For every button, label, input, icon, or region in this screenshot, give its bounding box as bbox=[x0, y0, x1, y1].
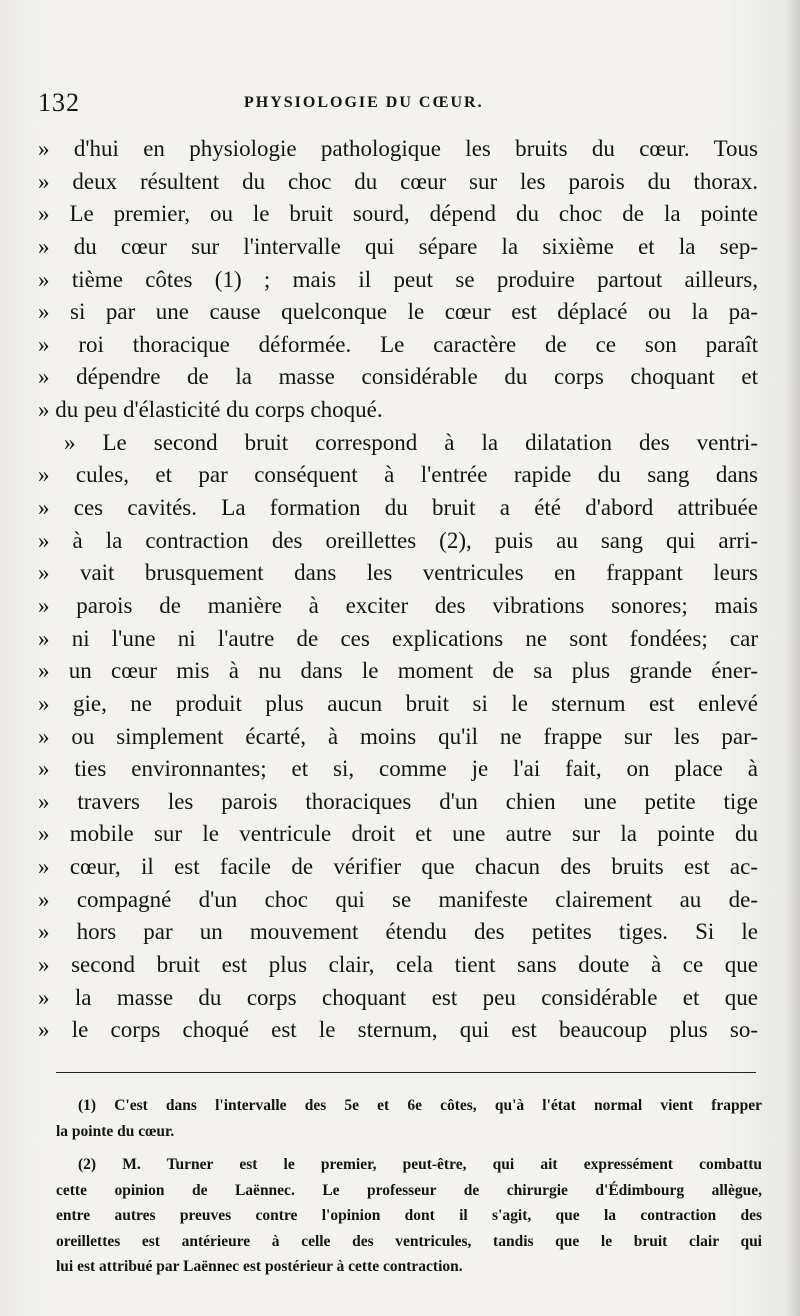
text-line: » compagné d'un choc qui se manifeste clairement au de- bbox=[38, 886, 758, 912]
page-number: 132 bbox=[38, 88, 80, 117]
body-text bbox=[38, 133, 758, 1047]
text-line: » Le premier, ou le bruit sourd, dépend du choc de la pointe bbox=[38, 201, 758, 227]
text-line: » Le second bruit correspond à la dilatation des ventri- bbox=[64, 429, 758, 455]
footnotes bbox=[56, 1093, 762, 1280]
text-line: » ties environnantes; et si, comme je l'ai fait, on place à bbox=[38, 756, 758, 782]
footnote-line: lui est attribué par Laënnec est postérieur à cette contraction. bbox=[56, 1258, 463, 1275]
text-line: » tième côtes (1) ; mais il peut se produire partout ailleurs, bbox=[38, 266, 758, 292]
text-line: » la masse du corps choquant est peu considérable et que bbox=[38, 984, 758, 1010]
running-title: PHYSIOLOGIE DU CŒUR. bbox=[244, 94, 484, 111]
text-line: » du cœur sur l'intervalle qui sépare la sixième et la sep- bbox=[38, 233, 758, 259]
text-line: » vait brusquement dans les ventricules en frappant leurs bbox=[38, 560, 758, 586]
text-line: » à la contraction des oreillettes (2), puis au sang qui arri- bbox=[38, 527, 758, 553]
text-line: » mobile sur le ventricule droit et une autre sur la pointe du bbox=[38, 821, 758, 847]
footnote-line: entre autres preuves contre l'opinion dont il s'agit, que la contraction des bbox=[56, 1207, 762, 1224]
footnote-line: cette opinion de Laënnec. Le professeur de chirurgie d'Édimbourg allègue, bbox=[56, 1181, 762, 1199]
footnote-line: (2) M. Turner est le premier, peut-être, qui ait expressément combattu bbox=[78, 1156, 762, 1173]
footnote-rule bbox=[56, 1072, 756, 1073]
text-line: » ou simplement écarté, à moins qu'il ne frappe sur les par- bbox=[38, 723, 758, 749]
text-line: » roi thoracique déformée. Le caractère de ce son paraît bbox=[38, 331, 758, 357]
text-line: » parois de manière à exciter des vibrations sonores; mais bbox=[38, 592, 758, 618]
text-line: » cœur, il est facile de vérifier que chacun des bruits est ac- bbox=[38, 854, 758, 880]
footnote-line: oreillettes est antérieure à celle des ventricules, tandis que le bruit clair qui bbox=[56, 1232, 762, 1250]
text-line: » le corps choqué est le sternum, qui est beaucoup plus so- bbox=[38, 1017, 758, 1043]
footnote-1 bbox=[56, 1093, 762, 1144]
text-line: » dépendre de la masse considérable du corps choquant et bbox=[38, 364, 758, 390]
text-line: » ces cavités. La formation du bruit a été d'abord attribuée bbox=[38, 495, 758, 521]
text-line: » travers les parois thoraciques d'un chien une petite tige bbox=[38, 788, 758, 814]
text-line: » d'hui en physiologie pathologique les bruits du cœur. Tous bbox=[38, 136, 758, 161]
text-line: » deux résultent du choc du cœur sur les parois du thorax. bbox=[38, 168, 758, 194]
text-line: » cules, et par conséquent à l'entrée rapide du sang dans bbox=[38, 462, 758, 488]
footnote-gap bbox=[56, 1144, 762, 1152]
text-line: » second bruit est plus clair, cela tient sans doute à ce que bbox=[38, 952, 758, 978]
footnote-line: la pointe du cœur. bbox=[56, 1122, 175, 1140]
text-line: » si par une cause quelconque le cœur est déplacé ou la pa- bbox=[38, 299, 758, 325]
page-edge-shadow bbox=[786, 0, 800, 1316]
footnote-2 bbox=[56, 1152, 762, 1280]
text-line: » un cœur mis à nu dans le moment de sa plus grande éner- bbox=[38, 658, 758, 684]
text-line: » gie, ne produit plus aucun bruit si le sternum est enlevé bbox=[38, 690, 758, 716]
text-line: » hors par un mouvement étendu des petites tiges. Si le bbox=[38, 919, 758, 945]
footnote-line: (1) C'est dans l'intervalle des 5e et 6e côtes, qu'à l'état normal vient frapper bbox=[78, 1097, 762, 1114]
text-line: » du peu d'élasticité du corps choqué. bbox=[38, 397, 383, 423]
page-header bbox=[38, 88, 758, 118]
text-line: » ni l'une ni l'autre de ces explications ne sont fondées; car bbox=[38, 625, 758, 651]
